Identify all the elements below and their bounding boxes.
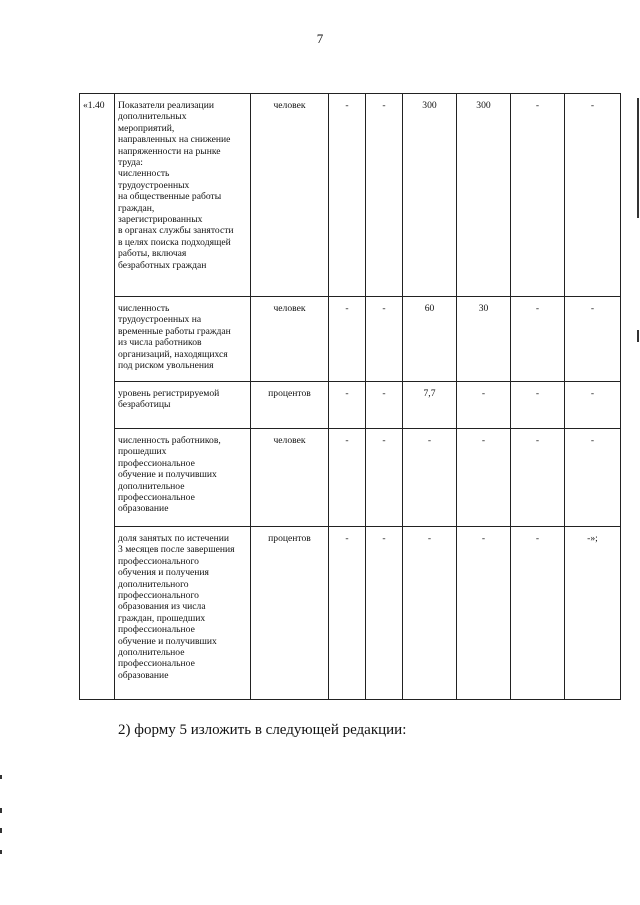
value-cell: -	[366, 297, 403, 382]
value-cell: -	[366, 382, 403, 429]
row-number: «1.40	[80, 94, 115, 297]
value-cell: -»;	[565, 527, 621, 700]
name-line: мероприятий,	[118, 122, 175, 134]
value-cell: -	[329, 527, 366, 700]
value-cell: -	[565, 94, 621, 297]
name-line: профессиональное	[118, 492, 195, 504]
value-cell: -	[457, 429, 511, 527]
unit-cell: человек	[251, 297, 329, 382]
name-line: образования из числа	[118, 601, 206, 613]
name-line: Показатели реализации	[118, 100, 214, 111]
name-line: организаций, находящихся	[118, 348, 228, 360]
value-cell: -	[511, 527, 565, 700]
scan-edge-mark	[637, 98, 639, 218]
scan-edge-mark	[0, 808, 2, 813]
scan-edge-mark	[0, 775, 2, 779]
value-cell: 60	[403, 297, 457, 382]
value-cell: -	[329, 94, 366, 297]
indicator-name	[115, 297, 251, 382]
name-line: безработицы	[118, 399, 171, 411]
value-cell: -	[329, 429, 366, 527]
table-row	[80, 382, 621, 429]
name-line: граждан,	[118, 202, 155, 214]
row-number	[80, 429, 115, 527]
name-line: из числа работников	[118, 337, 202, 349]
value-cell: -	[511, 94, 565, 297]
name-line: трудоустроенных	[118, 179, 190, 191]
name-line: 3 месяцев после завершения	[118, 544, 235, 556]
name-line: образование	[118, 503, 169, 515]
value-cell: -	[457, 382, 511, 429]
value-cell: -	[565, 297, 621, 382]
value-cell: -	[329, 297, 366, 382]
name-line: дополнительного	[118, 578, 189, 590]
page-number: 7	[316, 31, 324, 46]
instruction-text: 2) форму 5 изложить в следующей редакции:	[118, 722, 407, 738]
name-line: численность	[118, 168, 170, 180]
name-line: трудоустроенных на	[118, 314, 202, 326]
row-number	[80, 382, 115, 429]
value-cell: -	[511, 429, 565, 527]
name-line: прошедших	[118, 446, 167, 458]
unit-cell: процентов	[251, 527, 329, 700]
name-line: временные работы граждан	[118, 325, 231, 337]
name-line: профессиональное	[118, 457, 195, 469]
name-line: под риском увольнения	[118, 360, 214, 372]
scan-edge-mark	[0, 850, 2, 854]
indicator-name	[115, 527, 251, 700]
table-row	[80, 297, 621, 382]
scan-edge-mark	[0, 828, 2, 833]
name-line: уровень регистрируемой	[118, 388, 220, 399]
indicator-name	[115, 94, 251, 297]
value-cell: 300	[403, 94, 457, 297]
table-row	[80, 94, 621, 297]
name-line: безработных граждан	[118, 259, 207, 271]
value-cell: -	[366, 527, 403, 700]
indicators-table	[79, 93, 621, 700]
name-line: на общественные работы	[118, 191, 222, 203]
name-line: профессионального	[118, 590, 199, 602]
name-line: направленных на снижение	[118, 134, 231, 146]
table-row	[80, 527, 621, 700]
value-cell: -	[511, 297, 565, 382]
value-cell: 300	[457, 94, 511, 297]
scan-edge-mark	[637, 330, 639, 342]
value-cell: 30	[457, 297, 511, 382]
name-line: в органах службы занятости	[118, 225, 234, 237]
row-number	[80, 297, 115, 382]
value-cell: -	[329, 382, 366, 429]
indicator-name	[115, 429, 251, 527]
value-cell: -	[366, 429, 403, 527]
name-line: напряженности на рынке	[118, 145, 221, 157]
value-cell: -	[511, 382, 565, 429]
name-line: обучения и получения	[118, 567, 209, 579]
table-row	[80, 429, 621, 527]
name-line: профессиональное	[118, 658, 195, 670]
name-line: граждан, прошедших	[118, 612, 206, 624]
name-line: численность	[118, 303, 170, 314]
unit-cell: человек	[251, 429, 329, 527]
value-cell: -	[457, 527, 511, 700]
name-line: труда:	[118, 157, 143, 169]
value-cell: 7,7	[403, 382, 457, 429]
name-line: дополнительное	[118, 480, 185, 492]
name-line: дополнительных	[118, 111, 187, 123]
value-cell: -	[565, 382, 621, 429]
value-cell: -	[565, 429, 621, 527]
unit-cell: процентов	[251, 382, 329, 429]
name-line: обучение и получивших	[118, 469, 217, 481]
name-line: работы, включая	[118, 248, 187, 260]
value-cell: -	[366, 94, 403, 297]
unit-cell: человек	[251, 94, 329, 297]
name-line: дополнительное	[118, 647, 185, 659]
value-cell: -	[403, 429, 457, 527]
name-line: в целях поиска подходящей	[118, 236, 231, 248]
name-line: профессионального	[118, 555, 199, 567]
name-line: образование	[118, 669, 169, 681]
name-line: профессиональное	[118, 624, 195, 636]
name-line: доля занятых по истечении	[118, 533, 229, 544]
name-line: зарегистрированных	[118, 214, 203, 226]
row-number	[80, 527, 115, 700]
value-cell: -	[403, 527, 457, 700]
indicator-name	[115, 382, 251, 429]
name-line: численность работников,	[118, 435, 221, 446]
name-line: обучение и получивших	[118, 635, 217, 647]
